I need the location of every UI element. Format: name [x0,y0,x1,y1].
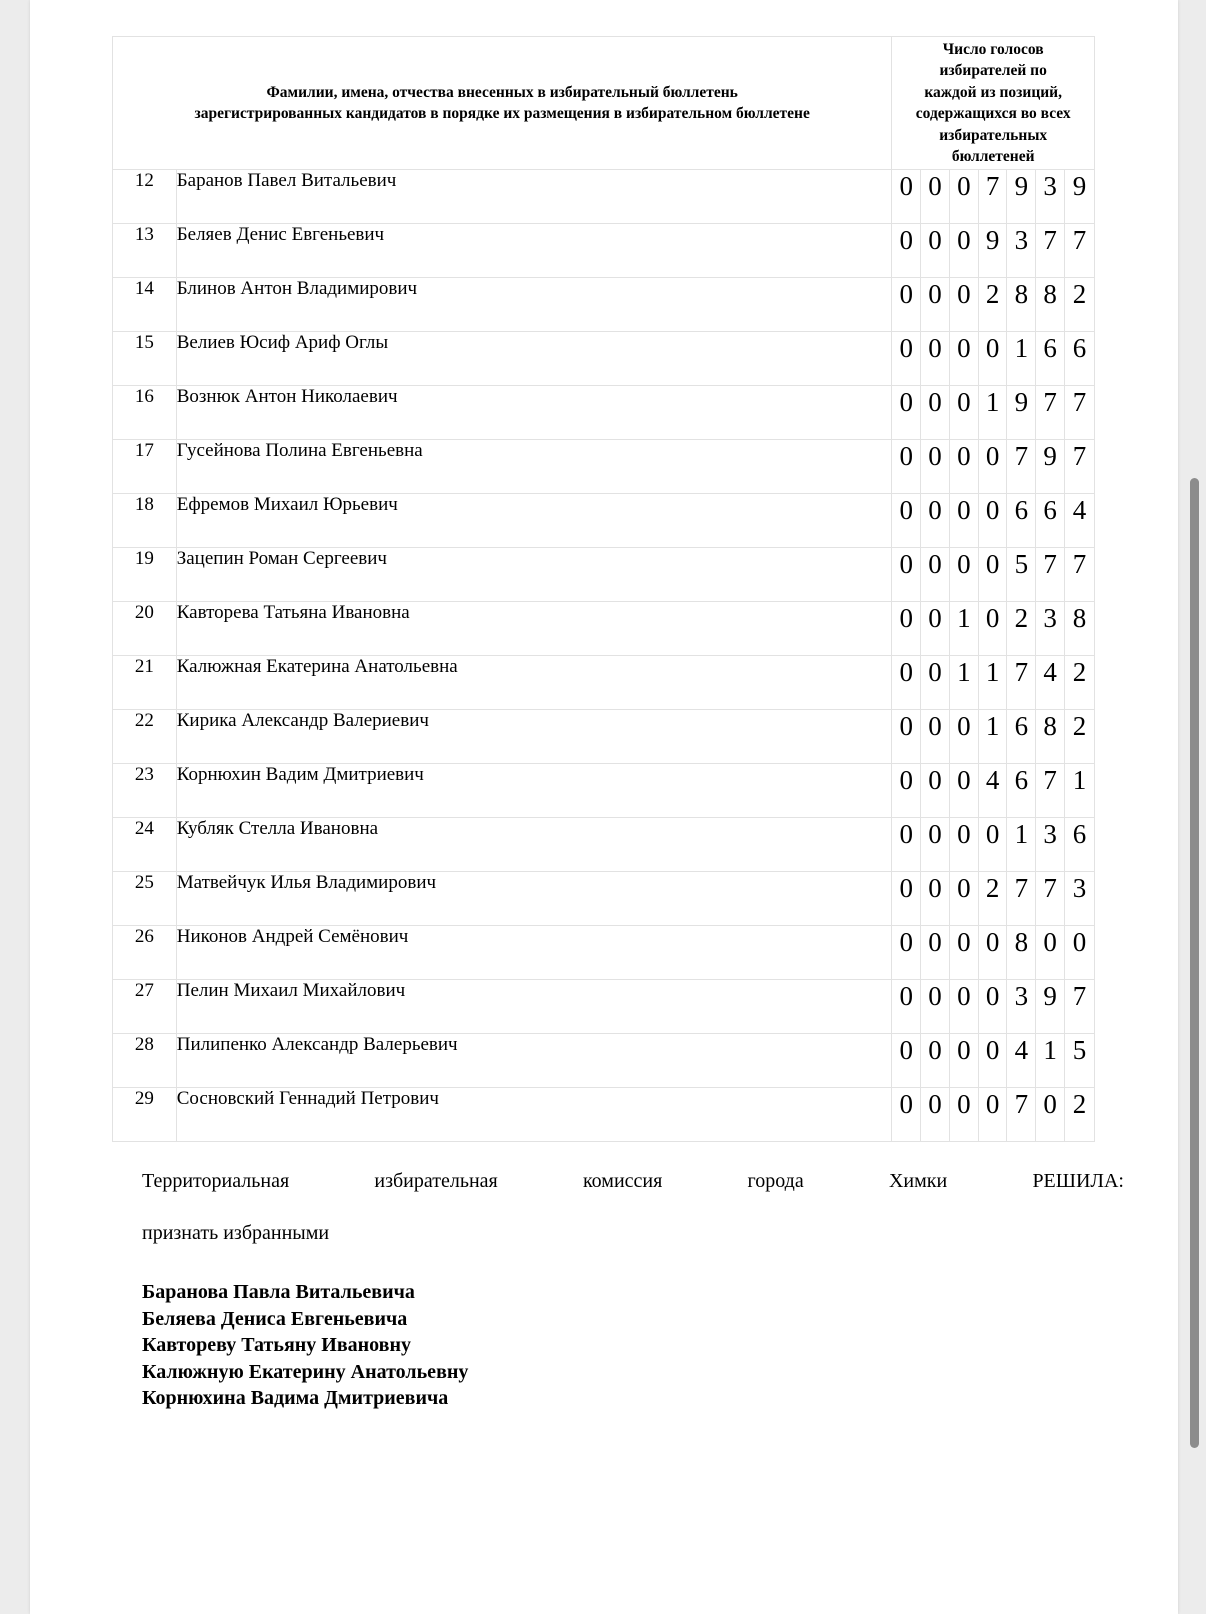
vote-digit: 1 [949,656,978,710]
vote-digit: 8 [1065,602,1095,656]
vote-digit: 7 [1065,980,1095,1034]
table-row [113,710,1095,764]
vote-digit: 4 [1007,1034,1036,1088]
vote-digit: 5 [1065,1034,1095,1088]
candidate-name: Беляев Денис Евгеньевич [176,224,892,278]
vote-digit: 3 [1007,224,1036,278]
vote-digit: 7 [1007,872,1036,926]
header-candidates-line: зарегистрированных кандидатов в порядке их размещения в избирательном бюллетене [194,105,810,122]
vote-digit: 7 [1036,548,1065,602]
header-candidates-line: Фамилии, имена, отчества внесенных в избирательный бюллетень [266,84,738,101]
decision-word: Химки [888,1170,948,1192]
row-number: 13 [113,224,177,278]
vote-digit: 0 [921,872,950,926]
table-row [113,440,1095,494]
table-row [113,170,1095,224]
candidate-name: Гусейнова Полина Евгеньевна [176,440,892,494]
vote-digit: 0 [949,332,978,386]
vote-digit: 2 [1065,656,1095,710]
elected-list [142,1279,468,1412]
vote-digit: 0 [892,818,921,872]
row-number: 22 [113,710,177,764]
vote-digit: 7 [1065,548,1095,602]
candidate-name: Баранов Павел Витальевич [176,170,892,224]
table-body [113,170,1095,1142]
vote-digit: 0 [1036,926,1065,980]
vote-digit: 0 [978,332,1007,386]
vote-digit: 0 [978,980,1007,1034]
vote-digit: 0 [949,980,978,1034]
vote-digit: 9 [1007,386,1036,440]
row-number: 19 [113,548,177,602]
vote-digit: 0 [892,224,921,278]
vote-digit: 9 [1007,170,1036,224]
vote-digit: 0 [921,1034,950,1088]
row-number: 26 [113,926,177,980]
vote-digit: 0 [921,548,950,602]
vote-digit: 7 [1007,1088,1036,1142]
decision-word: комиссия [582,1170,663,1192]
candidate-name: Пилипенко Александр Валерьевич [176,1034,892,1088]
row-number: 29 [113,1088,177,1142]
vote-digit: 0 [921,386,950,440]
vote-digit: 3 [1036,602,1065,656]
vote-digit: 0 [921,332,950,386]
vote-digit: 7 [1036,386,1065,440]
vote-digit: 9 [978,224,1007,278]
elected-name: Калюжную Екатерину Анатольевну [142,1360,469,1383]
candidate-name: Кавторева Татьяна Ивановна [176,602,892,656]
vote-digit: 0 [921,710,950,764]
header-votes-line: каждой из позиций, [924,83,1062,101]
row-number: 15 [113,332,177,386]
vote-digit: 8 [1036,710,1065,764]
header-votes-line: избирателей по [939,62,1047,79]
table-row [113,278,1095,332]
vote-digit: 7 [1065,440,1095,494]
vote-digit: 8 [1007,926,1036,980]
vote-digit: 0 [921,656,950,710]
vote-digit: 0 [1065,926,1095,980]
vote-digit: 1 [1007,332,1036,386]
candidate-name: Вознюк Антон Николаевич [176,386,892,440]
vote-digit: 7 [1007,440,1036,494]
elected-name: Баранова Павла Витальевича [142,1281,415,1303]
vote-digit: 5 [1007,548,1036,602]
vote-digit: 0 [949,494,978,548]
vote-digit: 0 [892,710,921,764]
vote-digit: 3 [1007,980,1036,1034]
elected-name: Корнюхина Вадима Дмитриевича [142,1387,449,1409]
vote-digit: 4 [1036,656,1065,710]
vote-digit: 6 [1065,332,1095,386]
table-row [113,332,1095,386]
vote-digit: 6 [1065,818,1095,872]
table-row [113,602,1095,656]
scrollbar-thumb[interactable] [1190,478,1199,1448]
vote-digit: 0 [921,818,950,872]
candidate-name: Корнюхин Вадим Дмитриевич [176,764,892,818]
vote-digit: 7 [1007,656,1036,710]
vote-digit: 0 [921,494,950,548]
table-row [113,1088,1095,1142]
vote-digit: 0 [921,224,950,278]
vote-digit: 3 [1065,872,1095,926]
decision-word: избирательная [374,1170,498,1192]
elected-name: Кавтореву Татьяну Ивановну [142,1334,411,1356]
candidate-name: Велиев Юсиф Ариф Оглы [176,332,892,386]
vote-digit: 0 [978,494,1007,548]
table-row [113,1034,1095,1088]
vote-digit: 8 [1036,278,1065,332]
row-number: 24 [113,818,177,872]
vote-digit: 0 [921,980,950,1034]
vote-digit: 0 [921,278,950,332]
vote-digit: 0 [978,1088,1007,1142]
header-votes-line: содержащихся во всех [915,105,1071,122]
vote-digit: 9 [1036,980,1065,1034]
vote-digit: 4 [978,764,1007,818]
vote-digit: 0 [921,602,950,656]
vote-digit: 0 [892,278,921,332]
table-row [113,872,1095,926]
header-candidates [113,37,892,170]
header-votes-line: Число голосов [942,40,1044,58]
candidate-name: Никонов Андрей Семёнович [176,926,892,980]
decision-word: РЕШИЛА: [1032,1170,1124,1192]
vote-digit: 1 [1007,818,1036,872]
row-number: 20 [113,602,177,656]
vote-digit: 7 [1065,224,1095,278]
vote-digit: 1 [1065,764,1095,818]
candidate-name: Калюжная Екатерина Анатольевна [176,656,892,710]
vote-digit: 4 [1065,494,1095,548]
vote-digit: 0 [892,494,921,548]
vote-digit: 9 [1036,440,1065,494]
table-row [113,224,1095,278]
vote-digit: 1 [978,710,1007,764]
vote-digit: 0 [892,548,921,602]
vote-digit: 7 [1036,764,1065,818]
vote-digit: 0 [892,332,921,386]
vote-digit: 0 [892,656,921,710]
vote-digit: 0 [978,1034,1007,1088]
table-row [113,386,1095,440]
candidate-name: Блинов Антон Владимирович [176,278,892,332]
vote-digit: 7 [978,170,1007,224]
vote-digit: 0 [892,602,921,656]
vote-digit: 2 [978,278,1007,332]
vote-digit: 0 [892,1088,921,1142]
header-votes [892,37,1095,170]
decision-word: Территориальная [142,1170,290,1192]
vote-digit: 0 [949,1088,978,1142]
row-number: 27 [113,980,177,1034]
vote-digit: 1 [1036,1034,1065,1088]
vote-digit: 7 [1036,872,1065,926]
row-number: 12 [113,170,177,224]
vote-digit: 0 [978,602,1007,656]
results-table [112,36,1095,1142]
table-row [113,980,1095,1034]
vote-digit: 0 [892,926,921,980]
vote-digit: 1 [978,386,1007,440]
row-number: 18 [113,494,177,548]
vote-digit: 0 [949,710,978,764]
vote-digit: 0 [1036,1088,1065,1142]
vote-digit: 6 [1007,764,1036,818]
vote-digit: 0 [921,764,950,818]
vote-digit: 8 [1007,278,1036,332]
vote-digit: 0 [892,980,921,1034]
vote-digit: 0 [978,440,1007,494]
vote-digit: 1 [949,602,978,656]
vote-digit: 0 [949,224,978,278]
table-row [113,656,1095,710]
decision-word: города [747,1170,804,1192]
table-row [113,926,1095,980]
vote-digit: 2 [1065,1088,1095,1142]
vote-digit: 0 [949,440,978,494]
vote-digit: 0 [978,926,1007,980]
vote-digit: 0 [949,278,978,332]
decision-line [142,1170,1124,1193]
vote-digit: 7 [1036,224,1065,278]
vote-digit: 7 [1065,386,1095,440]
header-votes-line: бюллетеней [951,148,1035,165]
vote-digit: 6 [1007,494,1036,548]
candidate-name: Кирика Александр Валериевич [176,710,892,764]
vote-digit: 0 [949,386,978,440]
vote-digit: 1 [978,656,1007,710]
vote-digit: 2 [1065,278,1095,332]
row-number: 23 [113,764,177,818]
vote-digit: 0 [949,872,978,926]
vote-digit: 2 [978,872,1007,926]
vote-digit: 0 [978,818,1007,872]
vote-digit: 6 [1007,710,1036,764]
vote-digit: 0 [921,170,950,224]
recognize-elected-text: признать избранными [142,1222,330,1244]
vote-digit: 0 [892,764,921,818]
candidate-name: Зацепин Роман Сергеевич [176,548,892,602]
vote-digit: 0 [949,170,978,224]
vote-digit: 2 [1065,710,1095,764]
table-row [113,548,1095,602]
header-votes-line: избирательных [939,126,1048,144]
candidate-name: Ефремов Михаил Юрьевич [176,494,892,548]
table-row [113,764,1095,818]
vote-digit: 0 [892,170,921,224]
vote-digit: 0 [949,926,978,980]
vote-digit: 0 [949,818,978,872]
vote-digit: 0 [921,440,950,494]
table-row [113,494,1095,548]
vote-digit: 6 [1036,494,1065,548]
elected-name: Беляева Дениса Евгеньевича [142,1307,408,1330]
table-header-row [113,37,1095,170]
candidate-name: Сосновский Геннадий Петрович [176,1088,892,1142]
vote-digit: 0 [892,872,921,926]
vote-digit: 0 [949,1034,978,1088]
vote-digit: 2 [1007,602,1036,656]
vote-digit: 3 [1036,818,1065,872]
row-number: 17 [113,440,177,494]
vote-digit: 9 [1065,170,1095,224]
row-number: 14 [113,278,177,332]
table-row [113,818,1095,872]
row-number: 16 [113,386,177,440]
row-number: 21 [113,656,177,710]
document-page [30,0,1178,1614]
row-number: 28 [113,1034,177,1088]
vote-digit: 0 [921,926,950,980]
candidate-name: Матвейчук Илья Владимирович [176,872,892,926]
vote-digit: 0 [949,764,978,818]
vote-digit: 3 [1036,170,1065,224]
row-number: 25 [113,872,177,926]
vote-digit: 0 [892,386,921,440]
vote-digit: 0 [892,440,921,494]
vote-digit: 0 [978,548,1007,602]
vote-digit: 0 [892,1034,921,1088]
candidate-name: Пелин Михаил Михайлович [176,980,892,1034]
vote-digit: 0 [921,1088,950,1142]
candidate-name: Кубляк Стелла Ивановна [176,818,892,872]
vote-digit: 0 [949,548,978,602]
vote-digit: 6 [1036,332,1065,386]
